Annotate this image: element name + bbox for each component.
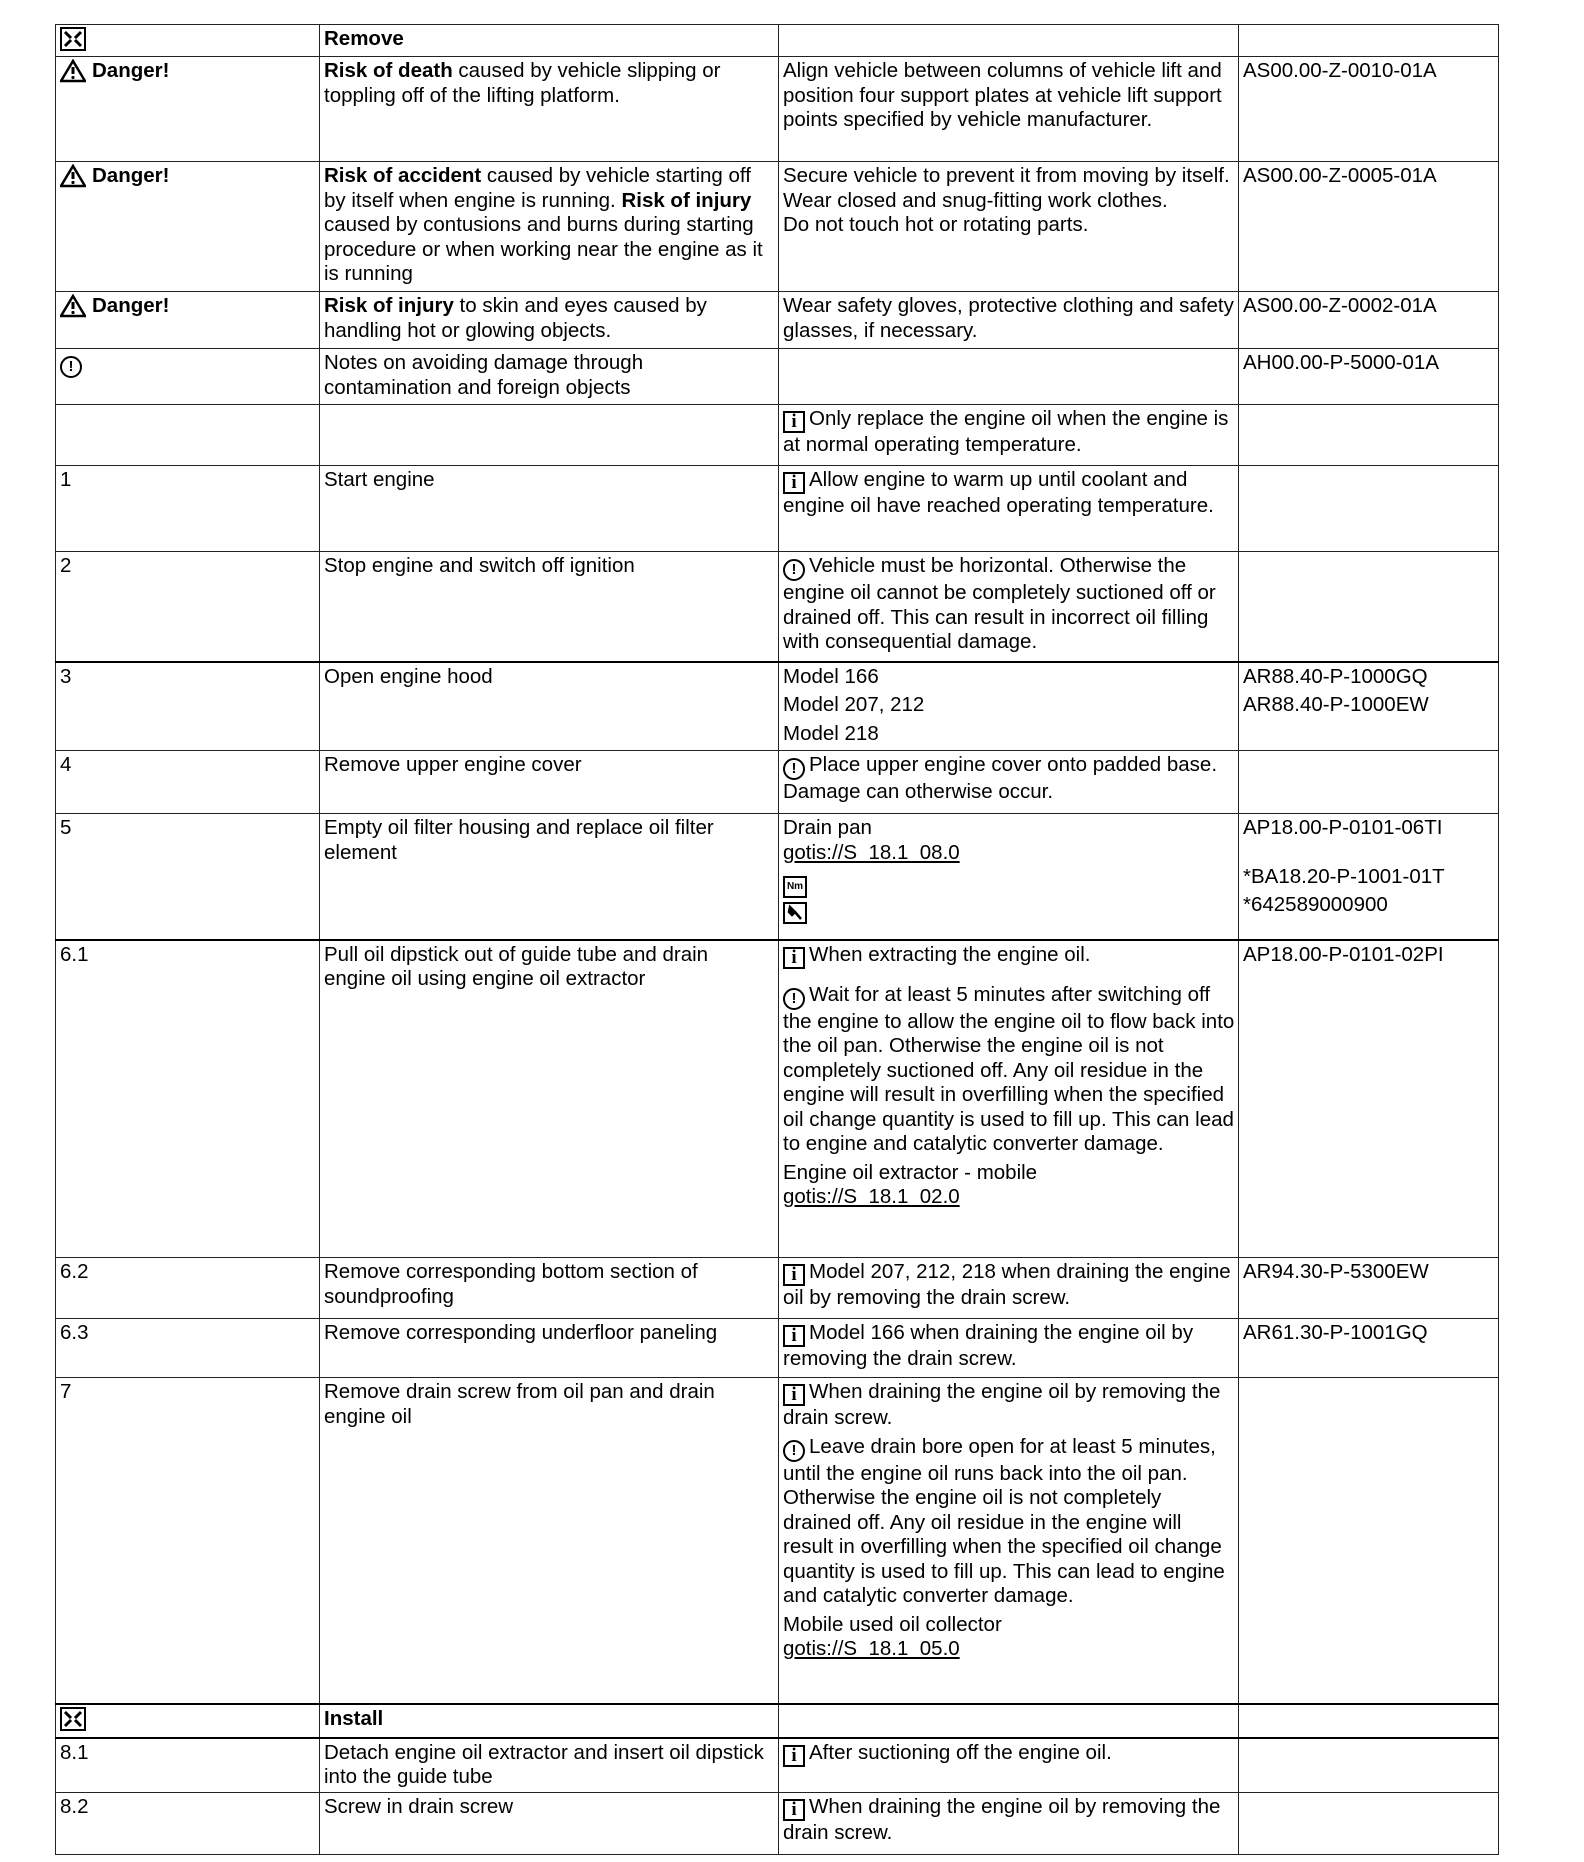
risk-title: Risk of accident: [324, 164, 482, 187]
step-number: 5: [56, 814, 320, 940]
ref-code: AR94.30-P-5300EW: [1239, 1258, 1499, 1319]
step-number: 2: [56, 552, 320, 662]
step-number: 1: [56, 466, 320, 552]
tool-link[interactable]: gotis://S_18.1_02.0: [783, 1185, 960, 1208]
step-action: Remove corresponding underfloor paneling: [320, 1319, 779, 1378]
step-number: 8.2: [56, 1793, 320, 1855]
warning-triangle-icon: [60, 164, 86, 188]
step-row: [56, 940, 1499, 1258]
caution-icon: !: [60, 356, 82, 378]
risk-title: Risk of injury: [324, 294, 454, 317]
remove-header: Remove: [320, 25, 779, 57]
ref-code: AS00.00-Z-0002-01A: [1239, 292, 1499, 349]
info-text: Only replace the engine oil when the engine is at normal operating temperature.: [783, 407, 1229, 456]
info-icon: i: [783, 472, 805, 494]
info-icon: i: [783, 1384, 805, 1406]
step-note: Model 166 when draining the engine oil by removing the drain screw.: [783, 1321, 1194, 1370]
step-note: Allow engine to warm up until coolant and engine oil have reached operating temperature.: [783, 468, 1214, 517]
step-row: [56, 662, 1499, 751]
info-icon: i: [783, 1745, 805, 1767]
step-row: [56, 552, 1499, 662]
step-row: [56, 1378, 1499, 1704]
step-action: Remove drain screw from oil pan and drain engine oil: [320, 1378, 779, 1704]
remove-header-row: [56, 25, 1499, 57]
step-action: Screw in drain screw: [320, 1793, 779, 1855]
notes-text: Notes on avoiding damage through contamination and foreign objects: [320, 349, 779, 405]
step-number: 6.1: [56, 940, 320, 1258]
ref-code: AR88.40-P-1000EW: [1243, 693, 1429, 716]
risk-text: caused by vehicle slipping or toppling off of the lifting platform.: [324, 59, 721, 107]
measure-text: Secure vehicle to prevent it from moving by itself. Wear closed and snug-fitting work clothes. Do not touch hot or rotating parts.: [779, 162, 1239, 292]
risk-title: Risk of death: [324, 59, 453, 82]
measure-text: Wear safety gloves, protective clothing and safety glasses, if necessary.: [779, 292, 1239, 349]
step-note: When extracting the engine oil.: [809, 942, 1091, 966]
install-header-row: [56, 1704, 1499, 1738]
step-action: Remove corresponding bottom section of soundproofing: [320, 1258, 779, 1319]
ref-code: AH00.00-P-5000-01A: [1239, 349, 1499, 405]
danger-row: [56, 57, 1499, 162]
ref-code: AP18.00-P-0101-02PI: [1239, 940, 1499, 1258]
danger-row: [56, 292, 1499, 349]
torque-icon: Nm: [783, 876, 807, 898]
step-action: Start engine: [320, 466, 779, 552]
step-number: 6.3: [56, 1319, 320, 1378]
tool-name: Drain pan: [783, 816, 872, 839]
step-note: Vehicle must be horizontal. Otherwise the engine oil cannot be completely suctioned off or drained off. This can result in incorrect oil filling with consequential damage.: [783, 554, 1216, 653]
danger-label: Danger!: [92, 164, 170, 187]
step-row: [56, 814, 1499, 940]
model-line: Model 166: [783, 664, 879, 688]
tool-name: Engine oil extractor - mobile: [783, 1160, 1038, 1184]
ref-code: AP18.00-P-0101-06TI: [1243, 816, 1443, 839]
info-row: [56, 405, 1499, 466]
danger-label: Danger!: [92, 294, 170, 317]
step-row: [56, 751, 1499, 814]
model-line: Model 218: [783, 721, 879, 745]
step-note: Place upper engine cover onto padded base. Damage can otherwise occur.: [783, 753, 1218, 803]
procedure-table: [55, 24, 1499, 1855]
tool-number: *642589000900: [1243, 893, 1388, 916]
install-header: Install: [320, 1704, 779, 1738]
step-number: 3: [56, 662, 320, 751]
info-icon: i: [783, 1264, 805, 1286]
caution-icon: !: [783, 988, 805, 1010]
step-number: 7: [56, 1378, 320, 1704]
step-row: [56, 1319, 1499, 1378]
caution-icon: !: [783, 559, 805, 581]
info-icon: i: [783, 1325, 805, 1347]
ref-code: *BA18.20-P-1001-01T: [1243, 864, 1445, 888]
risk-text-2: caused by contusions and burns during starting procedure or when working near the engine as it is running: [324, 213, 763, 285]
step-note: Wait for at least 5 minutes after switching off the engine to allow the engine oil to flow back into the oil pan. Otherwise the engine oil is not completely suctioned off. Any oil residue in the engine will result in overfilling when the specified oil change quantity is used to fill up. This can lead to engine and catalytic converter damage.: [783, 982, 1235, 1155]
step-action: Stop engine and switch off ignition: [320, 552, 779, 662]
tool-link[interactable]: gotis://S_18.1_05.0: [783, 1637, 960, 1660]
step-number: 8.1: [56, 1738, 320, 1793]
step-action: Remove upper engine cover: [320, 751, 779, 814]
warning-triangle-icon: [60, 59, 86, 83]
info-icon: i: [783, 947, 805, 969]
ref-code: AR88.40-P-1000GQ: [1243, 664, 1428, 688]
measure-text: Align vehicle between columns of vehicle lift and position four support plates at vehicle lift support points specified by vehicle manufacturer.: [779, 57, 1239, 162]
step-note: Leave drain bore open for at least 5 minutes, until the engine oil runs back into the oil pan. Otherwise the engine oil is not completely drained off. Any oil residue in the engine will result in overfilling when the specified oil change quantity is used to fill up. This can lead to engine and catalytic converter damage.: [783, 1434, 1225, 1607]
ref-code: AS00.00-Z-0010-01A: [1239, 57, 1499, 162]
step-number: 6.2: [56, 1258, 320, 1319]
step-note: When draining the engine oil by removing the drain screw.: [783, 1795, 1221, 1844]
step-action: Open engine hood: [320, 662, 779, 751]
step-number: 4: [56, 751, 320, 814]
risk-title-2: Risk of injury: [621, 188, 752, 212]
step-row: [56, 1738, 1499, 1793]
install-symbol-icon: [60, 1707, 86, 1731]
model-line: Model 207, 212: [783, 693, 925, 716]
step-action: Pull oil dipstick out of guide tube and drain engine oil using engine oil extractor: [320, 940, 779, 1258]
step-row: [56, 1258, 1499, 1319]
tool-link[interactable]: gotis://S_18.1_08.0: [783, 840, 960, 864]
step-note: After suctioning off the engine oil.: [809, 1740, 1112, 1764]
ref-code: AS00.00-Z-0005-01A: [1239, 162, 1499, 292]
risk-text: caused by vehicle starting off by itself when engine is running.: [324, 164, 751, 212]
ref-code: AR61.30-P-1001GQ: [1239, 1319, 1499, 1378]
step-action: Empty oil filter housing and replace oil filter element: [320, 814, 779, 940]
warning-triangle-icon: [60, 294, 86, 318]
step-row: [56, 466, 1499, 552]
info-icon: i: [783, 1799, 805, 1821]
caution-icon: !: [783, 758, 805, 780]
remove-symbol-icon: [60, 27, 86, 51]
step-note: When draining the engine oil by removing the drain screw.: [783, 1380, 1221, 1429]
special-tool-icon: [783, 902, 807, 924]
info-icon: i: [783, 411, 805, 433]
caution-icon: !: [783, 1440, 805, 1462]
step-note: Model 207, 212, 218 when draining the engine oil by removing the drain screw.: [783, 1260, 1231, 1309]
step-action: Detach engine oil extractor and insert oil dipstick into the guide tube: [320, 1738, 779, 1793]
notes-row: [56, 349, 1499, 405]
risk-text: to skin and eyes caused by handling hot or glowing objects.: [324, 294, 707, 342]
danger-row: [56, 162, 1499, 292]
danger-label: Danger!: [92, 59, 170, 82]
step-row: [56, 1793, 1499, 1855]
tool-name: Mobile used oil collector: [783, 1612, 1002, 1636]
